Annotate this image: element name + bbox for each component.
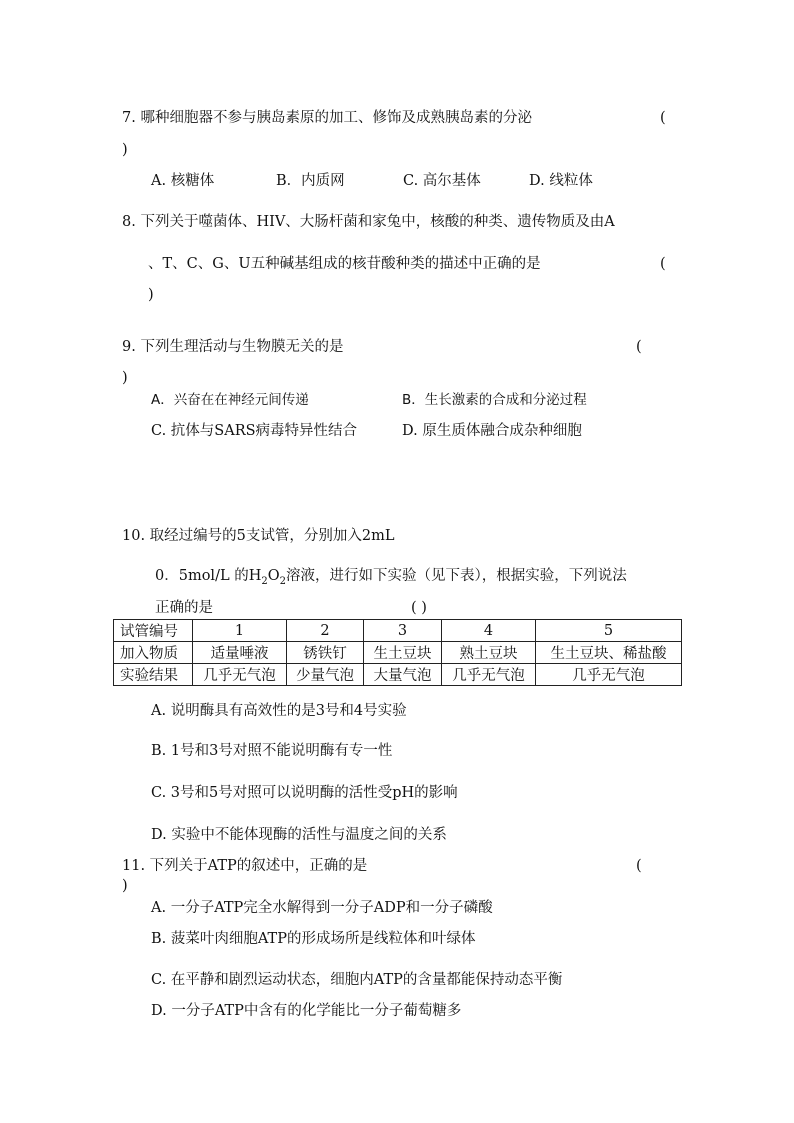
q9-paren-close: )	[122, 370, 128, 386]
q11-paren-open: (	[636, 858, 642, 874]
q7-option-a: A. 核糖体	[151, 173, 215, 189]
q8-stem-line2: 、T、C、G、U五种碱基组成的核苷酸种类的描述中正确的是	[148, 256, 541, 272]
table-cell: 5	[536, 620, 682, 642]
table-row-substance	[114, 642, 682, 664]
q10-stem-line3: 正确的是	[155, 600, 213, 616]
q10-subscript-1: 2	[261, 575, 268, 587]
q11-option-a: A. 一分子ATP完全水解得到一分子ADP和一分子磷酸	[151, 900, 493, 916]
q9-option-c: C. 抗体与SARS病毒特异性结合	[151, 423, 358, 439]
q11-option-b: B. 菠菜叶肉细胞ATP的形成场所是线粒体和叶绿体	[151, 931, 476, 947]
q7-stem: 7. 哪种细胞器不参与胰岛素原的加工、修饰及成熟胰岛素的分泌	[122, 110, 532, 126]
table-row-result	[114, 664, 682, 686]
table-cell: 几乎无气泡	[536, 664, 682, 686]
q9-option-a: A．兴奋在在神经元间传递	[151, 392, 309, 408]
table-cell: 1	[193, 620, 287, 642]
q10-stem-line2	[155, 567, 627, 585]
q9-paren-open: (	[636, 339, 642, 355]
q10-option-a: A. 说明酶具有高效性的是3号和4号实验	[151, 703, 407, 719]
table-cell: 加入物质	[114, 642, 193, 664]
q7-option-c: C. 高尔基体	[403, 173, 481, 189]
q7-paren-close: )	[122, 142, 128, 158]
table-cell: 生土豆块、稀盐酸	[536, 642, 682, 664]
table-cell: 少量气泡	[287, 664, 364, 686]
table-cell: 4	[442, 620, 536, 642]
q9-option-b: B．生长激素的合成和分泌过程	[402, 392, 587, 408]
q11-stem: 11. 下列关于ATP的叙述中，正确的是	[122, 858, 368, 874]
table-cell: 生土豆块	[364, 642, 442, 664]
experiment-table	[113, 619, 682, 686]
q10-subscript-2: 2	[279, 575, 286, 587]
q7-option-d: D. 线粒体	[529, 173, 593, 189]
q10-option-c: C. 3号和5号对照可以说明酶的活性受pH的影响	[151, 785, 458, 801]
q8-stem-line1: 8. 下列关于噬菌体、HIV、大肠杆菌和家兔中，核酸的种类、遗传物质及由A	[122, 214, 615, 230]
table-cell: 大量气泡	[364, 664, 442, 686]
table-row-header	[114, 620, 682, 642]
table-cell: 3	[364, 620, 442, 642]
table-cell: 几乎无气泡	[193, 664, 287, 686]
q8-paren-open: (	[660, 256, 666, 272]
q11-paren-close: )	[122, 878, 128, 894]
q10-answer-paren: ( )	[411, 600, 427, 616]
q10-stem-line2-pre: 0．5mol/L 的H	[155, 568, 262, 584]
q11-option-c: C. 在平静和剧烈运动状态，细胞内ATP的含量都能保持动态平衡	[151, 972, 563, 988]
q7-option-b: B．内质网	[276, 173, 345, 189]
q10-stem-line2-mid: O	[267, 568, 280, 584]
table-cell: 适量唾液	[193, 642, 287, 664]
q7-paren-open: (	[660, 110, 666, 126]
q9-stem: 9. 下列生理活动与生物膜无关的是	[122, 339, 344, 355]
q10-option-b: B. 1号和3号对照不能说明酶有专一性	[151, 743, 393, 759]
q9-option-d: D. 原生质体融合成杂种细胞	[402, 423, 582, 439]
table-cell: 锈铁钉	[287, 642, 364, 664]
q11-option-d: D. 一分子ATP中含有的化学能比一分子葡萄糖多	[151, 1003, 462, 1019]
table-cell: 2	[287, 620, 364, 642]
q8-paren-close: )	[148, 287, 154, 303]
q10-stem-line2-post: 溶液，进行如下实验（见下表），根据实验，下列说法	[285, 568, 627, 584]
table-cell: 几乎无气泡	[442, 664, 536, 686]
table-cell: 实验结果	[114, 664, 193, 686]
table-cell: 熟土豆块	[442, 642, 536, 664]
table-cell: 试管编号	[114, 620, 193, 642]
q10-stem-line1: 10. 取经过编号的5支试管，分别加入2mL	[122, 528, 395, 544]
q10-option-d: D. 实验中不能体现酶的活性与温度之间的关系	[151, 827, 447, 843]
